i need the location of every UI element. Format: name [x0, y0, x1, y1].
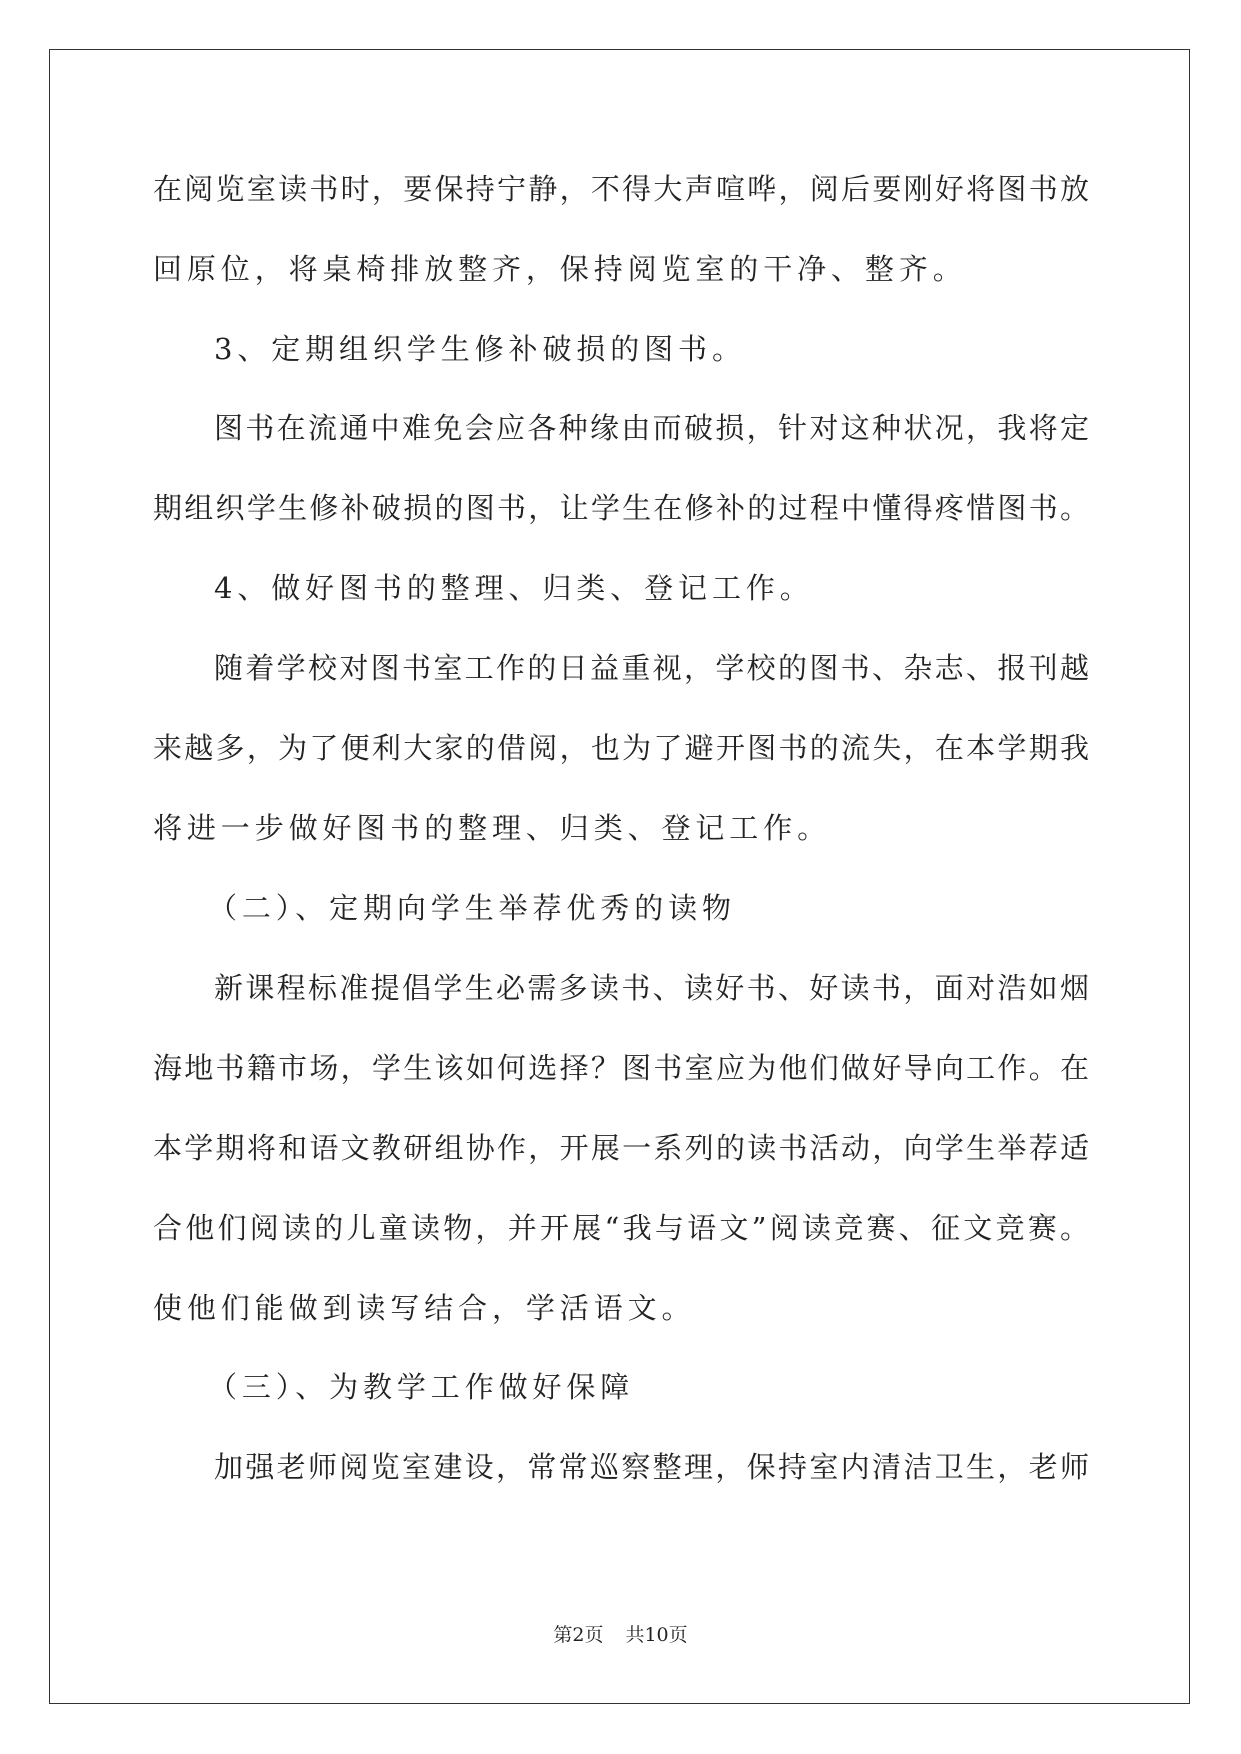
- paragraph-line: 随着学校对图书室工作的日益重视，学校的图书、杂志、报刊越: [214, 651, 1089, 685]
- paragraph-line: 加强老师阅览室建设，常常巡察整理，保持室内清洁卫生，老师: [214, 1450, 1089, 1484]
- page-total: 共10页: [625, 1624, 688, 1646]
- paragraph-line: 新课程标准提倡学生必需多读书、读好书、好读书，面对浩如烟: [214, 971, 1089, 1005]
- paragraph-line: 图书在流通中难免会应各种缘由而破损，针对这种状况，我将定: [214, 411, 1089, 445]
- page-number: 第2页: [553, 1624, 604, 1646]
- paragraph-line: 使他们能做到读写结合，学活语文。: [153, 1291, 696, 1325]
- paragraph-line: 将进一步做好图书的整理、归类、登记工作。: [153, 811, 832, 845]
- section-heading: （二）、定期向学生举荐优秀的读物: [208, 891, 736, 925]
- section-heading: （三）、为教学工作做好保障: [208, 1370, 635, 1404]
- section-heading: 3、定期组织学生修补破损的图书。: [214, 332, 746, 366]
- paragraph-line: 在阅览室读书时，要保持宁静，不得大声喧哗，阅后要刚好将图书放: [153, 172, 1089, 206]
- paragraph-line: 合他们阅读的儿童读物，并开展“我与语文”阅读竞赛、征文竞赛。: [153, 1211, 1089, 1245]
- paragraph-line: 来越多，为了便利大家的借阅，也为了避开图书的流失，在本学期我: [153, 731, 1089, 765]
- paragraph-line: 海地书籍市场，学生该如何选择？图书室应为他们做好导向工作。在: [153, 1051, 1089, 1085]
- paragraph-line: 回原位，将桌椅排放整齐，保持阅览室的干净、整齐。: [153, 252, 967, 286]
- section-heading: 4、做好图书的整理、归类、登记工作。: [214, 571, 814, 605]
- paragraph-line: 期组织学生修补破损的图书，让学生在修补的过程中懂得疼惜图书。: [153, 491, 1089, 525]
- paragraph-line: 本学期将和语文教研组协作，开展一系列的读书活动，向学生举荐适: [153, 1131, 1089, 1165]
- page-footer: [0, 1623, 1241, 1647]
